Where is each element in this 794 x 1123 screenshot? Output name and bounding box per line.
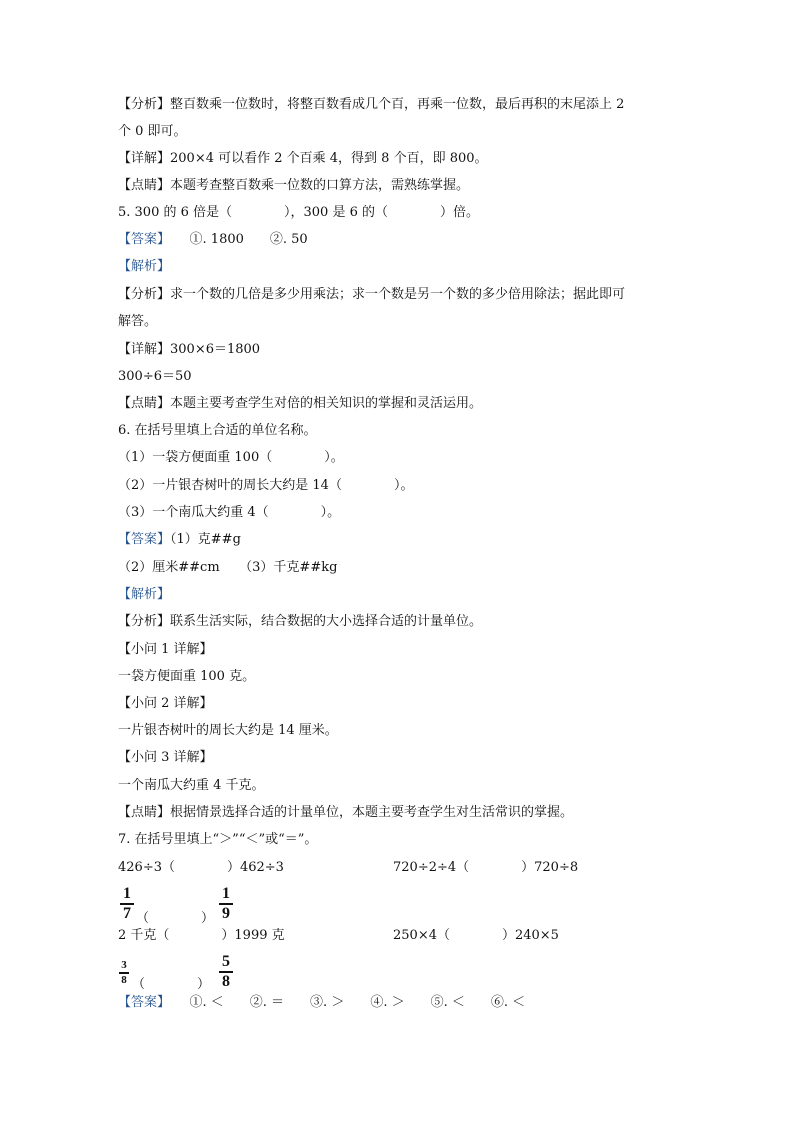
sub-question-heading: 【小问 3 详解】 <box>118 750 213 765</box>
answer-line-5 <box>118 231 308 249</box>
answer-tag: 【答案】 <box>118 995 164 1010</box>
comment-line: 【点睛】本题考查整百数乘一位数的口算方法，需熟练掌握。 <box>118 178 470 193</box>
question-6-1: （1）一袋方便面重 100（ ）。 <box>118 450 344 465</box>
analysis-line: 【分析】求一个数的几倍是多少用乘法；求一个数是另一个数的多少倍用除法；据此即可 <box>118 287 626 302</box>
question-5: 5. 300 的 6 倍是（ ），300 是 6 的（ ）倍。 <box>118 205 479 220</box>
compare-paren: （ ） <box>132 977 211 992</box>
compare-item-5: 250×4（ ）240×5 <box>393 928 559 943</box>
fraction-denominator: 7 <box>123 905 131 922</box>
answer-values: ①. 1800 ②. 50 <box>189 232 308 247</box>
sub-answer-line: 一片银杏树叶的周长大约是 14 厘米。 <box>118 723 338 738</box>
explanation-tag: 【解析】 <box>118 587 171 602</box>
detail-line: 【详解】200×4 可以看作 2 个百乘 4，得到 8 个百，即 800。 <box>118 151 488 166</box>
answer-values: （1）克##g <box>170 532 241 547</box>
fraction-numerator: 1 <box>123 885 131 902</box>
sub-question-heading: 【小问 1 详解】 <box>118 642 213 657</box>
explanation-tag: 【解析】 <box>118 259 171 274</box>
sub-question-heading: 【小问 2 详解】 <box>118 696 213 711</box>
compare-item-4: 2 千克（ ）1999 克 <box>118 928 285 943</box>
answer-tag: 【答案】 <box>118 232 164 247</box>
analysis-line-cont: 个 0 即可。 <box>118 124 187 139</box>
fraction-5-8 <box>219 954 233 990</box>
answer-tag: 【答案】 <box>118 532 171 547</box>
answer-values: ①. ＜ ②. ＝ ③. ＞ ④. ＞ ⑤. ＜ ⑥. ＜ <box>189 995 526 1010</box>
answer-line-6 <box>118 531 241 549</box>
fraction-denominator: 8 <box>222 973 230 990</box>
fraction-1-9 <box>219 886 233 922</box>
analysis-line: 【分析】整百数乘一位数时，将整百数看成几个百，再乘一位数，最后再积的末尾添上 2 <box>118 97 625 112</box>
answer-line-7 <box>118 994 525 1012</box>
question-7: 7. 在括号里填上“＞”“＜”或“＝”。 <box>118 832 318 847</box>
fraction-1-7 <box>120 886 134 922</box>
compare-paren: （ ） <box>136 911 215 926</box>
detail-line: 【详解】300×6＝1800 <box>118 342 261 357</box>
fraction-numerator: 5 <box>222 953 230 970</box>
question-6-3: （3）一个南瓜大约重 4（ ）。 <box>118 505 341 520</box>
fraction-denominator: 8 <box>121 974 127 986</box>
fraction-numerator: 3 <box>121 959 127 971</box>
analysis-line-cont: 解答。 <box>118 314 158 329</box>
sub-answer-line: 一个南瓜大约重 4 千克。 <box>118 778 265 793</box>
comment-line: 【点睛】本题主要考查学生对倍的相关知识的掌握和灵活运用。 <box>118 396 483 411</box>
comment-line: 【点睛】根据情景选择合适的计量单位，本题主要考查学生对生活常识的掌握。 <box>118 805 574 820</box>
calc-line: 300÷6＝50 <box>118 369 192 384</box>
sub-answer-line: 一袋方便面重 100 克。 <box>118 669 256 684</box>
compare-item-1: 426÷3（ ）462÷3 <box>118 860 284 875</box>
fraction-numerator: 1 <box>222 885 230 902</box>
question-6: 6. 在括号里填上合适的单位名称。 <box>118 423 317 438</box>
question-6-2: （2）一片银杏树叶的周长大约是 14（ ）。 <box>118 478 414 493</box>
answer-line-6-cont: （2）厘米##cm （3）千克##kg <box>118 560 338 575</box>
fraction-denominator: 9 <box>222 905 230 922</box>
compare-item-2: 720÷2÷4（ ）720÷8 <box>393 860 579 875</box>
fraction-3-8 <box>119 960 129 986</box>
analysis-line: 【分析】联系生活实际，结合数据的大小选择合适的计量单位。 <box>118 614 483 629</box>
